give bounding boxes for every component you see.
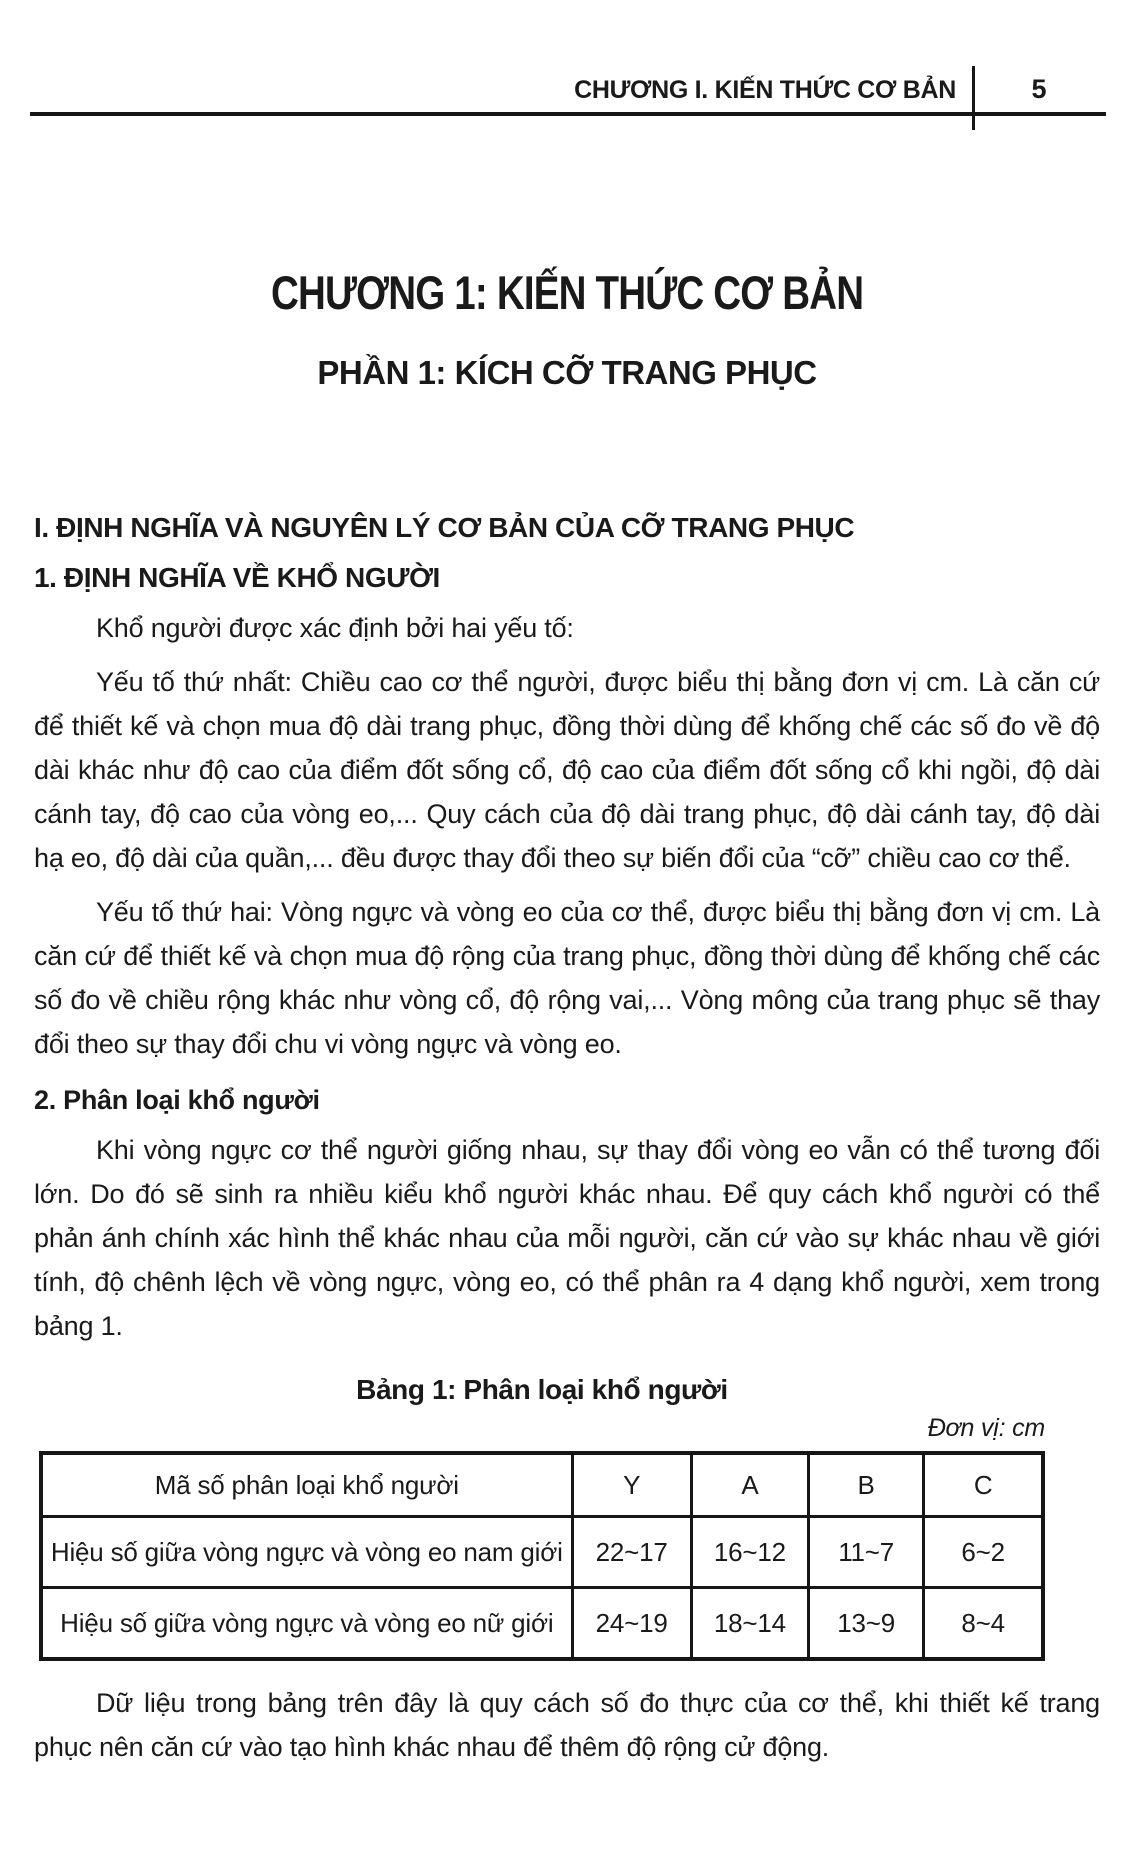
table-row-male xyxy=(41,1517,1043,1588)
subsection-1-heading: 1. ĐỊNH NGHĨA VỀ KHỔ NGƯỜI xyxy=(34,562,440,593)
chapter-title xyxy=(34,268,1100,318)
table-header-a: A xyxy=(691,1453,808,1517)
table-cell-female-y: 24~19 xyxy=(572,1588,691,1660)
header-rule xyxy=(30,112,1106,116)
paragraph-factor-1: Yếu tố thứ nhất: Chiều cao cơ thể người, được biểu thị bằng đơn vị cm. Là căn cứ để thiết kế và chọn mua độ dài trang phục, đồng thời dùng để khống chế các số đo về độ dài khác như độ cao của điểm đốt sống cổ, độ cao của điểm đốt sống cổ khi ngồi, độ dài cánh tay, độ cao của vòng eo,... Quy cách của độ dài trang phục, độ dài cánh tay, độ dài hạ eo, độ dài của quần,... đều được thay đổi theo sự biến đổi của “cỡ” chiều cao cơ thể. xyxy=(34,667,1100,873)
chapter-title-text: CHƯƠNG 1: KIẾN THỨC CƠ BẢN xyxy=(270,266,864,319)
running-header-title: CHƯƠNG I. KIẾN THỨC CƠ BẢN xyxy=(574,76,956,104)
table-cell-male-label: Hiệu số giữa vòng ngực và vòng eo nam giới xyxy=(41,1517,572,1588)
paragraph-factor-2: Yếu tố thứ hai: Vòng ngực và vòng eo của cơ thể, được biểu thị bằng đơn vị cm. Là căn cứ để thiết kế và chọn mua độ rộng của trang phục, đồng thời dùng để khống chế các số đo về chiều rộng khác như vòng cổ, độ rộng vai,... Vòng mông của trang phục sẽ thay đổi theo sự thay đổi chu vi vòng ngực và vòng eo. xyxy=(34,897,1100,1059)
table-unit-note: Đơn vị: cm xyxy=(927,1414,1045,1442)
table-block xyxy=(39,1374,1045,1661)
table-caption: Bảng 1: Phân loại khổ người xyxy=(356,1374,728,1405)
part-title: PHẦN 1: KÍCH CỠ TRANG PHỤC xyxy=(317,354,817,391)
table-row-female xyxy=(41,1588,1043,1660)
table-cell-male-y: 22~17 xyxy=(572,1517,691,1588)
table-header-row xyxy=(41,1453,1043,1517)
table-cell-male-b: 11~7 xyxy=(809,1517,924,1588)
table-cell-female-a: 18~14 xyxy=(691,1588,808,1660)
table-cell-male-c: 6~2 xyxy=(924,1517,1043,1588)
body-type-classification-table xyxy=(39,1451,1045,1661)
table-header-label: Mã số phân loại khổ người xyxy=(41,1453,572,1517)
subsection-2-heading: 2. Phân loại khổ người xyxy=(34,1085,320,1115)
page-content xyxy=(0,268,1132,1769)
table-header-c: C xyxy=(924,1453,1043,1517)
table-cell-female-label: Hiệu số giữa vòng ngực và vòng eo nữ giới xyxy=(41,1588,572,1660)
page-number: 5 xyxy=(1031,74,1047,104)
table-cell-female-b: 13~9 xyxy=(809,1588,924,1660)
closing-paragraph: Dữ liệu trong bảng trên đây là quy cách số đo thực của cơ thể, khi thiết kế trang phục nên căn cứ vào tạo hình khác nhau để thêm độ rộng cử động. xyxy=(34,1688,1100,1762)
section-heading: I. ĐỊNH NGHĨA VÀ NGUYÊN LÝ CƠ BẢN CỦA CỠ TRANG PHỤC xyxy=(34,512,855,543)
table-header-y: Y xyxy=(572,1453,691,1517)
table-header-b: B xyxy=(809,1453,924,1517)
table-cell-female-c: 8~4 xyxy=(924,1588,1043,1660)
paragraph-intro: Khổ người được xác định bởi hai yếu tố: xyxy=(96,613,574,643)
paragraph-classification: Khi vòng ngực cơ thể người giống nhau, sự thay đổi vòng eo vẫn có thể tương đối lớn. Do đó sẽ sinh ra nhiều kiểu khổ người khác nhau. Để quy cách khổ người có thể phản ánh chính xác hình thể khác nhau của mỗi người, căn cứ vào sự khác nhau về giới tính, độ chênh lệch về vòng ngực, vòng eo, có thể phân ra 4 dạng khổ người, xem trong bảng 1. xyxy=(34,1135,1100,1341)
table-cell-male-a: 16~12 xyxy=(691,1517,808,1588)
page-header xyxy=(0,0,1132,118)
